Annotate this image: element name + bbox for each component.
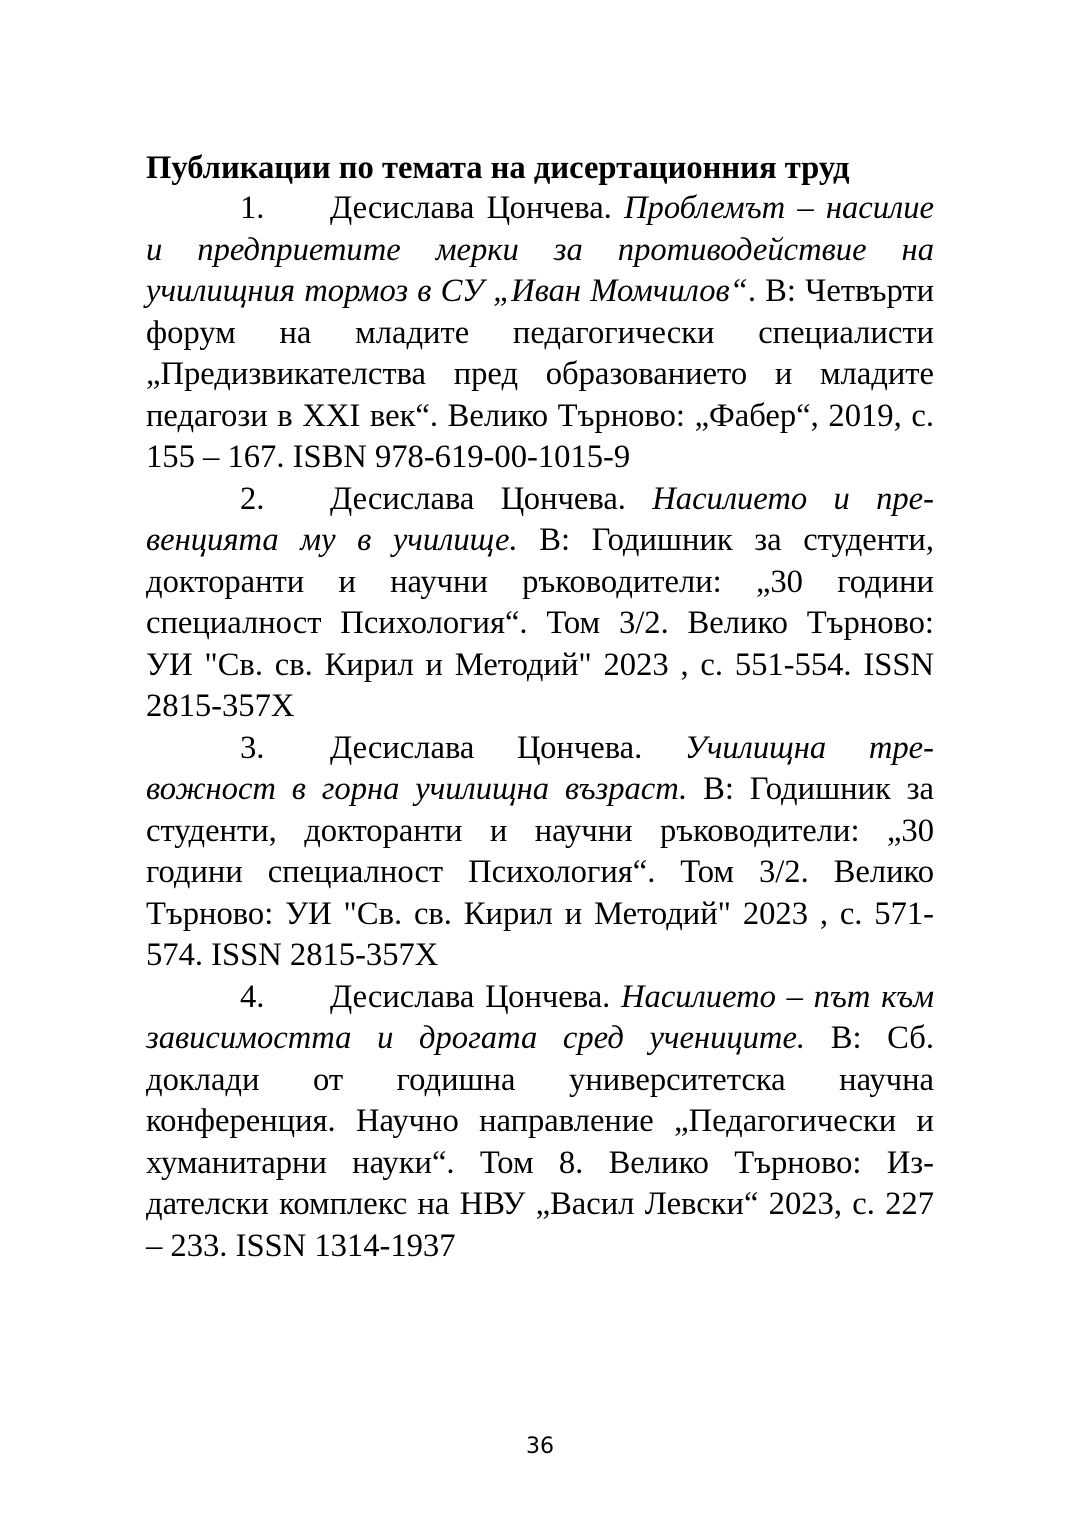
publication-author: Десислава Цончева. bbox=[330, 480, 626, 517]
section-heading: Публикации по темата на дисертационния труд bbox=[146, 150, 850, 186]
document-page bbox=[146, 148, 934, 1267]
publication-details: . В: Четвърти форум на младите педагогически специалисти „Предизвикателства пред образованието и младите педагози в XXI век“. Велико Търново: „Фабер“, 2019, с. 155 – 167. ISBN 978-619-00-1015-9 bbox=[146, 273, 934, 475]
publication-entry-1 bbox=[146, 188, 934, 479]
publication-number: 4. bbox=[240, 978, 265, 1015]
publication-author: Десислава Цончева. bbox=[330, 978, 611, 1015]
publication-details: В: Годишник за студенти, докторанти и научни ръководители: „30 години специалност Психология“. Том 3/2. Велико Търново: УИ "Св. св. Кирил и Методий" 2023 , с. 551-554. ISSN 2815-357X bbox=[146, 522, 934, 724]
publication-details: В: Годишник за студенти, докторанти и научни ръководители: „30 години специалност Психология“. Том 3/2. Велико Търново: УИ "Св. св. Кирил и Методий" 2023 , с. 571-574. ISSN 2815-357X bbox=[146, 771, 934, 973]
publication-title: Проблемът – насилие и предприетите мерки за противодействие на училищния тормоз в СУ „Иван Момчилов“ bbox=[146, 190, 934, 309]
publication-entry-3 bbox=[146, 728, 934, 977]
publication-author: Десислава Цончева. bbox=[330, 729, 643, 766]
publication-title: Насилието – път към зависимостта и дрогата сред учениците. bbox=[146, 978, 935, 1056]
publication-number: 3. bbox=[240, 729, 265, 766]
publication-author: Десислава Цончева. bbox=[330, 190, 612, 226]
page-number: 36 bbox=[526, 1434, 554, 1459]
publication-details: В: Сб. доклади от годишна университетска научна конференция. Научно направление „Педагогически и хуманитарни науки“. Том 8. Велико Търново: Издателски комплекс на НВУ „Васил Левски“ 2023, с. 227 – 233. ISSN 1314-1937 bbox=[146, 1020, 934, 1264]
publication-entry-2 bbox=[146, 479, 934, 728]
publication-number: 1. bbox=[240, 190, 265, 226]
publication-title: Училищна тревожност в горна училищна възраст. bbox=[146, 729, 934, 807]
publication-entry-4 bbox=[146, 977, 934, 1268]
publication-number: 2. bbox=[240, 480, 265, 517]
publication-title: Насилието и превенцията му в училище. bbox=[146, 480, 934, 558]
